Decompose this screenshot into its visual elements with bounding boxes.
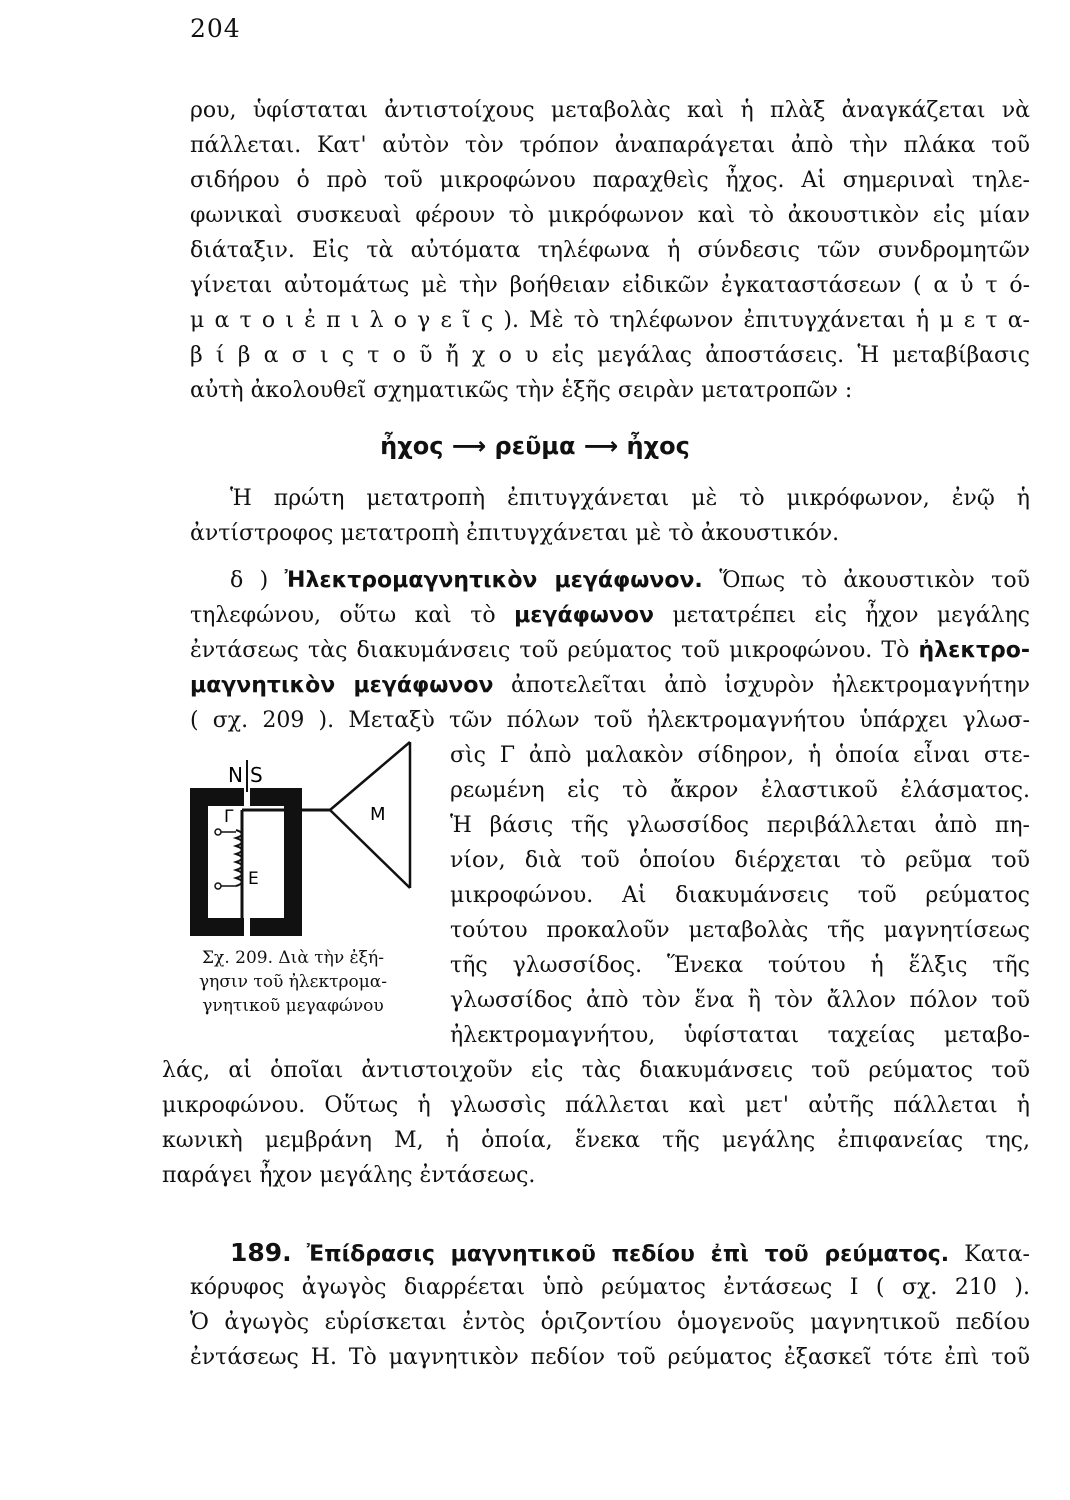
text-line (190, 671, 1030, 701)
loudspeaker-diagram (180, 740, 420, 960)
text-span: ). Μὲ τὸ τηλέφωνον ἐπιτυγχάνεται ἡ (503, 308, 930, 333)
text-span: ἀποτελεῖται ἀπὸ ἰσχυρὸν ἠλεκτρομαγνήτην (510, 673, 1031, 698)
text-line (190, 636, 1030, 666)
text-line: διάταξιν. Εἰς τὰ αὐτόματα τηλέφωνα ἡ σύνδεσις τῶν συνδρομητῶν (190, 238, 1030, 263)
text-line: ἀντίστροφος μετατροπὴ ἐπιτυγχάνεται μὲ τὸ ἀκουστικόν. (190, 521, 840, 546)
text-line: Ἡ βάσις τῆς γλωσσίδος περιβάλλεται ἀπὸ πη- (450, 813, 1030, 838)
spaced-term: μ α τ ο ι ἐ π ι λ ο γ ε ῖ ς (190, 308, 494, 333)
section-heading-line (230, 1238, 1030, 1270)
text-span: εἰς μεγάλας ἀποστάσεις. Ἡ μεταβίβασις (551, 343, 1030, 368)
text-line: τούτου προκαλοῦν μεταβολὰς τῆς μαγνητίσεως (450, 918, 1030, 943)
text-line: παράγει ἦχον μεγάλης ἐντάσεως. (162, 1163, 536, 1188)
text-line: ρεωμένη εἰς τὸ ἄκρον ἐλαστικοῦ ἐλάσματος. (450, 778, 1030, 803)
text-line: σὶς Γ ἀπὸ μαλακὸν σίδηρον, ἡ ὁποία εἶναι στε- (450, 743, 1030, 768)
text-line: μικροφώνου. Αἱ διακυμάνσεις τοῦ ρεύματος (450, 883, 1030, 908)
term-bold: μαγνητικὸν μεγάφωνον (190, 673, 494, 698)
text-line (230, 566, 1030, 596)
text-line: γίνεται αὐτομάτως μὲ τὴν βοήθειαν εἰδικῶν ἐγκαταστάσεων ( α ὐ τ ό- (190, 273, 1030, 298)
text-line: Ἡ πρώτη μετατροπὴ ἐπιτυγχάνεται μὲ τὸ μικρόφωνον, ἐνῷ ἡ (230, 486, 1030, 511)
label-gamma: Γ (224, 807, 234, 827)
terminal (215, 883, 221, 889)
text-span: τηλεφώνου, οὕτω καὶ τὸ (190, 603, 496, 628)
section-number: 189. (230, 1238, 292, 1267)
text-span: Ὅπως τὸ ἀκουστικὸν τοῦ (719, 568, 1030, 593)
item-label: δ ) (230, 568, 269, 593)
conversion-formula: ἦχος ⟶ ρεῦμα ⟶ ἦχος (380, 432, 690, 460)
text-line: κωνικὴ μεμβράνη Μ, ἡ ὁποία, ἕνεκα τῆς μεγάλης ἐπιφανείας της, (162, 1128, 1030, 1153)
text-span: ἐντάσεως τὰς διακυμάνσεις τοῦ ρεύματος τοῦ μικροφώνου. Τὸ (190, 638, 910, 663)
text-line: μικροφώνου. Οὕτως ἡ γλωσσὶς πάλλεται καὶ μετ' αὐτῆς πάλλεται ἡ (162, 1093, 1030, 1118)
text-line (190, 306, 1030, 336)
figure-caption: γνητικοῦ μεγαφώνου (202, 996, 384, 1016)
term-bold: ἠλεκτρο- (918, 638, 1030, 663)
text-line: ( σχ. 209 ). Μεταξὺ τῶν πόλων τοῦ ἠλεκτρομαγνήτου ὑπάρχει γλωσ- (190, 708, 1030, 733)
text-span: Κατα- (964, 1242, 1030, 1267)
text-line: σιδήρου ὁ πρὸ τοῦ μικροφώνου παραχθεὶς ἦχος. Αἱ σημεριναὶ τηλε- (190, 168, 1030, 193)
text-line (190, 341, 1030, 371)
terminal (215, 829, 221, 835)
figure-caption: Σχ. 209. Διὰ τὴν ἐξή- (202, 948, 384, 968)
text-line: ἠλεκτρομαγνήτου, ὑφίσταται ταχείας μεταβο- (450, 1023, 1030, 1048)
label-s: S (250, 763, 263, 787)
text-line: φωνικαὶ συσκευαὶ φέρουν τὸ μικρόφωνον καὶ τὸ ἀκουστικὸν εἰς μίαν (190, 203, 1030, 228)
text-line (190, 601, 1030, 631)
text-line: πάλλεται. Κατ' αὐτὸν τὸν τρόπον ἀναπαράγεται ἀπὸ τὴν πλάκα τοῦ (190, 133, 1030, 158)
text-span: μετατρέπει εἰς ἦχον μεγάλης (672, 603, 1030, 628)
text-line: κόρυφος ἀγωγὸς διαρρέεται ὑπὸ ρεύματος ἐντάσεως Ι ( σχ. 210 ). (190, 1275, 1030, 1300)
text-line: Ὁ ἀγωγὸς εὑρίσκεται ἐντὸς ὁριζοντίου ὁμογενοῦς μαγνητικοῦ πεδίου (190, 1310, 1030, 1335)
text-line: ἐντάσεως Η. Τὸ μαγνητικὸν πεδίον τοῦ ρεύματος ἐξασκεῖ τότε ἐπὶ τοῦ (190, 1345, 1030, 1370)
term-bold: μεγάφωνον (514, 603, 655, 628)
page-number: 204 (190, 14, 241, 43)
text-line: γλωσσίδος ἀπὸ τὸν ἕνα ἢ τὸν ἄλλον πόλον τοῦ (450, 988, 1030, 1013)
text-line: νίον, διὰ τοῦ ὁποίου διέρχεται τὸ ρεῦμα τοῦ (450, 848, 1030, 873)
label-e: E (248, 869, 259, 889)
text-line: ρου, ὑφίσταται ἀντιστοίχους μεταβολὰς καὶ ἡ πλὰξ ἀναγκάζεται νὰ (190, 98, 1030, 123)
spaced-term: β ί β α σ ι ς τ ο ῦ ἤ χ ο υ (190, 343, 539, 368)
section-title: Ἐπίδρασις μαγνητικοῦ πεδίου ἐπὶ τοῦ ρεύματος. (306, 1242, 950, 1267)
spaced-term: μ ε τ α- (939, 308, 1030, 333)
term-bold: Ἠλεκτρομαγνητικὸν μεγάφωνον. (284, 568, 703, 593)
text-line: λάς, αἱ ὁποῖαι ἀντιστοιχοῦν εἰς τὰς διακυμάνσεις τοῦ ρεύματος τοῦ (162, 1058, 1030, 1083)
text-line: αὐτὴ ἀκολουθεῖ σχηματικῶς τὴν ἑξῆς σειρὰν μετατροπῶν : (190, 378, 853, 403)
figure-caption: γησιν τοῦ ἠλεκτρομα- (198, 972, 388, 992)
label-n: N (228, 763, 243, 787)
text-line: τῆς γλωσσίδος. Ἕνεκα τούτου ἡ ἕλξις τῆς (450, 953, 1030, 978)
label-m: M (370, 804, 386, 825)
